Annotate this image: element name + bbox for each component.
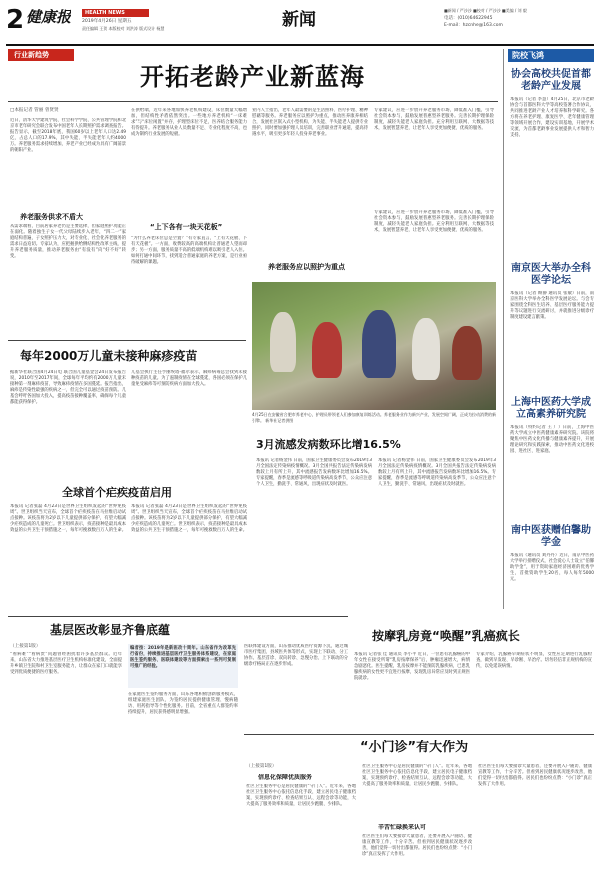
photo-figure [452, 326, 482, 380]
sidebar-item-text: 本报讯（记者 李慧）4月25日，北京市老龄协会与首都医科大学等高校签署合作协议，共同推进老龄产业人才培养和科学研究。各方将在养老护理、康复医学、老年健康管理等领域开展合作，建设实训基地，开展学术交流，为首都老龄事业发展提供人才和智力支持。 [510, 97, 594, 138]
reform-continued: （上接第1版） [10, 644, 41, 649]
clinic-text: 社区卫生服务中心是居民健康的“守门人”。近年来，各地社区卫生服务中心依托信息化手段，建立居民电子健康档案，实现预约诊疗、检查结果互认、远程会诊等功能，大大提高了服务效率和质量，让居民少跑腿、少排队。 [362, 764, 472, 787]
lead-paragraph: 近日，清华大学建筑学院、社会科学学院、公共管理学院和北京市老年研究会联合发布中国老年人长期照护需求调查报告。报告显示，截至2018年底，我国60岁以上老年人口达2.49亿，占总人口的17.9%，其中失能、半失能老年人约4000万。养老服务需求持续增加，养老产业已经成为具有广阔前景的朝阳产业。 [10, 118, 126, 153]
section-tag: 行业新趋势 [8, 49, 74, 61]
sidebar-item-text: 本报讯（记者 顾静 通讯员 张敏）日前，南京医科大学举办全科医学发展论坛。与会专家围绕全科医生培养、基层医疗服务能力提升等议题进行交流研讨，并就推进分级诊疗制度建设建言献策。 [510, 291, 594, 320]
sidebar-item-text: 本报讯（通讯员 刘丹丹）近日，南京中医药大学举行捐赠仪式，社会爱心人士设立“伯馨助学金”，用于资助家庭经济困难的优秀学生，首批资助学生20名，每人每年5000元。 [510, 553, 594, 582]
measles-headline: 每年2000万儿童未接种麻疹疫苗 [20, 349, 198, 363]
lead-subhead: 养老服务供求不盾大 [20, 213, 83, 221]
sidebar-item-title: 南中医获赠伯馨助学金 [511, 525, 591, 548]
photo-figure [362, 310, 396, 378]
lead-paragraph: 从需求端看，目前居家养老仍是主要选择，但家庭照护功能正在弱化。随着独生子女一代父母陆续步入老年，“四二一”家庭结构普遍，子女照护压力大，对专业化、社会化养老服务的需求日益迫切。专家认为，应把握供给侧结构性改革主线，提升养老服务质量，推动养老服务由“有没有”向“好不好”转变。 [10, 224, 126, 259]
lead-byline: □本报记者 管丽 曾贤贤 [10, 108, 59, 113]
reform-text: 在家庭医生签约服务方面，山东各地积极创新服务模式，组建家庭医生团队，为签约居民提供健康管理、慢病随访、用药指导等个性化服务。目前，全省重点人群签约率持续提升，居民获得感明显增强。 [128, 692, 238, 715]
lead-headline: 开拓老龄产业新蓝海 [140, 63, 365, 91]
reform-text: 医联体建设方面，山东推动优质医疗资源下沉，通过城市医疗集团、县域医共体等形式，实现上下联动、分工协作。基层首诊、双向转诊、急慢分治、上下联动的分级诊疗格局正在逐步形成。 [244, 644, 348, 667]
reform-headline: 基层医改彰显齐鲁底蕴 [50, 623, 171, 637]
lead-subhead: 养老服务应以照护为重点 [268, 263, 345, 271]
vaccine-headline: 全球首个疟疾疫苗启用 [62, 486, 172, 499]
masthead-rule [6, 44, 594, 46]
lead-paragraph: “为什么养老床位总是空置？”有专家直言，“上有天花板、下有天花板”。一方面，收费较高的高端机构让普通老人望而却步；另一方面，服务质量不高的低端机构难以吸引老人入住。如何打通中间环节，找到适合普通家庭的养老方案，是行业亟待破解的课题。 [131, 236, 247, 265]
phone-line: 电话：(010)64622945 [444, 16, 493, 21]
clinic-continued: （上接第1版） [246, 764, 277, 769]
paper-english-name: HEALTH NEWS [82, 9, 149, 17]
measles-text: 儿基会执行主任亨丽埃塔·福尔表示，麻疹病毒总会找到未接种疫苗的儿童。为了遏制疫情在全球蔓延，各国必须在保护儿童免受麻疹等可预防疾病方面加大投入。 [131, 370, 247, 387]
reform-editor-note: 编者按：2019年是新医改十周年。山东省作为改革先行省份，持续推进基层医疗卫生服务体系建设，在家庭医生签约服务、医联体建设等方面探索出一系列可复制可推广的经验。 [128, 644, 238, 688]
sidebar-item-text: 本报讯（特约记者 王 广）日前，上海中医药大学成立中医药健康素养研究院。该院将聚焦中医药文化传播与健康素养提升，开展理论研究和实践探索，推动中医药文化进校园、进社区、进家庭。 [510, 425, 594, 454]
sidebar-item-title: 协会高校共促首都老龄产业发展 [511, 69, 591, 92]
sidebar-title: 院校飞鸿 [508, 49, 594, 62]
page-number: 2 [6, 6, 25, 34]
lead-subhead: “上下各有一块天花板” [150, 223, 223, 231]
photo-figure [270, 312, 296, 372]
masthead [6, 4, 594, 44]
photo-figure [312, 322, 342, 378]
massage-text: 专家介绍，乳腺癌早期症状不明显，女性应定期进行乳腺检查，做到早发现、早诊断、早治疗。切勿轻信非正规机构的宣传，以免延误病情。 [476, 652, 592, 669]
sidebar-item-title: 南京医大举办全科医学论坛 [511, 263, 591, 286]
vaccine-text: 本报讯 记者张磊 4月23日是世界卫生组织发起的“世界免疫周”。世卫组织当天宣布，全球首个疟疾疫苗在马拉维启动试点接种。该疫苗将为2岁以下儿童提供部分保护，有望大幅减少疟疾造成的儿童死亡。世卫组织表示，疫苗接种是最具成本效益的公共卫生干预措施之一，每年可挽救数百万人的生命。 [10, 504, 126, 533]
sidebar [503, 49, 596, 609]
reform-text: “看病难”“看病贵”问题曾经困扰着许多基层群众。近年来，山东省大力推进基层医疗卫生机构标准化建设，全面提升乡镇卫生院和村卫生室服务能力，让群众在家门口就能享受到优质便捷的医疗服务。 [10, 652, 122, 675]
clinic-subhead: 信息化保障优质服务 [258, 774, 313, 781]
section-rule [244, 734, 594, 735]
section-title: 新闻 [282, 10, 316, 30]
lead-photo-caption: 4月25日在安徽省合肥市养老中心，护理员带领老人们参加康复训练活动。养老服务业作为新兴产业，发展空间广阔，正成为拉动消费的新引擎。 新华社记者供图 [252, 412, 496, 423]
paper-name: 健康报 [26, 8, 72, 26]
editor-credits: 责任编辑 王贺 本版校对 刘洪涛 版式设计 杨慧 [82, 26, 165, 31]
lead-paragraph: 专家建议，应进一步放开养老服务市场，降低准入门槛，引导社会资本参与，鼓励发展普惠型养老服务。完善长期护理保险制度，减轻失能老人家庭负担。充分利用互联网、大数据等技术，发展智慧养老，让老年人享受更加便捷、优质的服务。 [374, 108, 494, 131]
massage-headline: 按摩乳房竟“唤醒”乳癌疯长 [372, 629, 520, 643]
section-rule [8, 616, 348, 617]
clinic-text: 社区医生们每天要接诊大量患者，还要开展入户随访、健康宣教等工作，十分辛苦。但看到居民健康状况逐步改善，他们觉得一切付出都值得。居民们也纷纷点赞：“小门诊”真正发挥了大作用。 [478, 764, 592, 787]
clinic-text: 社区医生们每天要接诊大量患者，还要开展入户随访、健康宣教等工作，十分辛苦。但看到居民健康状况逐步改善，他们觉得一切付出都值得。居民们也纷纷点赞：“小门诊”真正发挥了大作用。 [362, 834, 472, 857]
flu-headline: 3月流感发病数环比增16.5% [256, 438, 401, 451]
section-rule [8, 340, 246, 341]
flu-text: 本报讯 记者杨金伟 日前，国家卫生健康委员会发布2019年3月全国法定传染病疫情概况。3月全国共报告法定传染病发病数较上月有所上升，其中流感报告发病数环比增加16.5%。专家提醒，春季是流感等呼吸道传染病高发季节，公众应注意个人卫生，勤洗手、常通风，出现症状及时就医。 [256, 458, 372, 487]
email-line: E-mail：hzcnhe@163.com [444, 23, 503, 28]
vaccine-text: 本报讯 记者张磊 4月23日是世界卫生组织发起的“世界免疫周”。世卫组织当天宣布，全球首个疟疾疫苗在马拉维启动试点接种。该疫苗将为2岁以下儿童提供部分保护，有望大幅减少疟疾造成的儿童死亡。世卫组织表示，疫苗接种是最具成本效益的公共卫生干预措施之一，每年可挽救数百万人的生命。 [131, 504, 247, 533]
issue-date: 2019年4月26日 星期五 [82, 19, 132, 24]
measles-text: 据新华社联合国4月24日电 联合国儿童基金会24日发布报告说，2010年至2017年间，全球每年平均约有2000万儿童未接种第一剂麻疹疫苗，导致麻疹疫情在多国蔓延。报告指出，麻疹是传染性最强的疾病之一，但完全可以通过疫苗预防。儿基会呼吁各国加大投入，提高疫苗接种覆盖率，确保每个儿童都能获得保护。 [10, 370, 126, 405]
editor-line: ■新闻 / 严沙沙 ■校对 / 严沙沙 ■美编 / 刘 毅 [444, 8, 527, 13]
massage-text: 本报讯 记者张 佳 通讯员 李小平 近日，一位患有乳腺癌的中年女性在接受所谓“乳房按摩保养”后，肿瘤迅速增大，病情急剧恶化。医生提醒，乳房按摩并不能预防乳腺疾病，已患乳腺疾病的女性更不宜进行按摩，发现乳房异常应及时到正规医院就诊。 [354, 652, 470, 681]
lead-photo [252, 282, 496, 410]
lead-paragraph: 业内人士指出，老年人最需要的是生活照料、医疗护理、精神慰藉等服务。养老服务应以照护为重点，推动医养康养相结合，发展社区嵌入式小型机构，为失能、半失能老人提供专业照护。同时要加强护理人员培训，完善职业晋升通道，提高待遇水平，吸引更多年轻人投身养老事业。 [252, 108, 368, 137]
clinic-text: 社区卫生服务中心是居民健康的“守门人”。近年来，各地社区卫生服务中心依托信息化手段，建立居民电子健康档案，实现预约诊疗、检查结果互认、远程会诊等功能，大大提高了服务效率和质量，让居民少跑腿、少排队。 [246, 784, 356, 807]
lead-headline-rule [8, 101, 498, 102]
lead-paragraph: 在供给端，近年来各地加快养老机构建设，床位数量大幅增加，但结构性矛盾依然突出。一些地方养老机构“一床难求”与“床位闲置”并存，护理型床位不足，医养结合服务能力有待提升。养老服务从业人员数量不足、专业化程度不高，也成为制约行业发展的短板。 [131, 108, 247, 137]
lead-paragraph: 专家建议，应进一步放开养老服务市场，降低准入门槛，引导社会资本参与，鼓励发展普惠型养老服务。完善长期护理保险制度，减轻失能老人家庭负担。充分利用互联网、大数据等技术，发展智慧养老，让老年人享受更加便捷、优质的服务。 [374, 210, 494, 233]
clinic-headline: “小门诊”有大作为 [360, 740, 469, 755]
clinic-subhead: 辛苦忙碌换来认可 [378, 824, 427, 831]
photo-figure [412, 318, 440, 380]
flu-text: 本报讯 记者杨金伟 日前，国家卫生健康委员会发布2019年3月全国法定传染病疫情概况。3月全国共报告法定传染病发病数较上月有所上升，其中流感报告发病数环比增加16.5%。专家提醒，春季是流感等呼吸道传染病高发季节，公众应注意个人卫生，勤洗手、常通风，出现症状及时就医。 [378, 458, 496, 487]
sidebar-item-title: 上海中医药大学成立高素养研究院 [511, 397, 591, 420]
